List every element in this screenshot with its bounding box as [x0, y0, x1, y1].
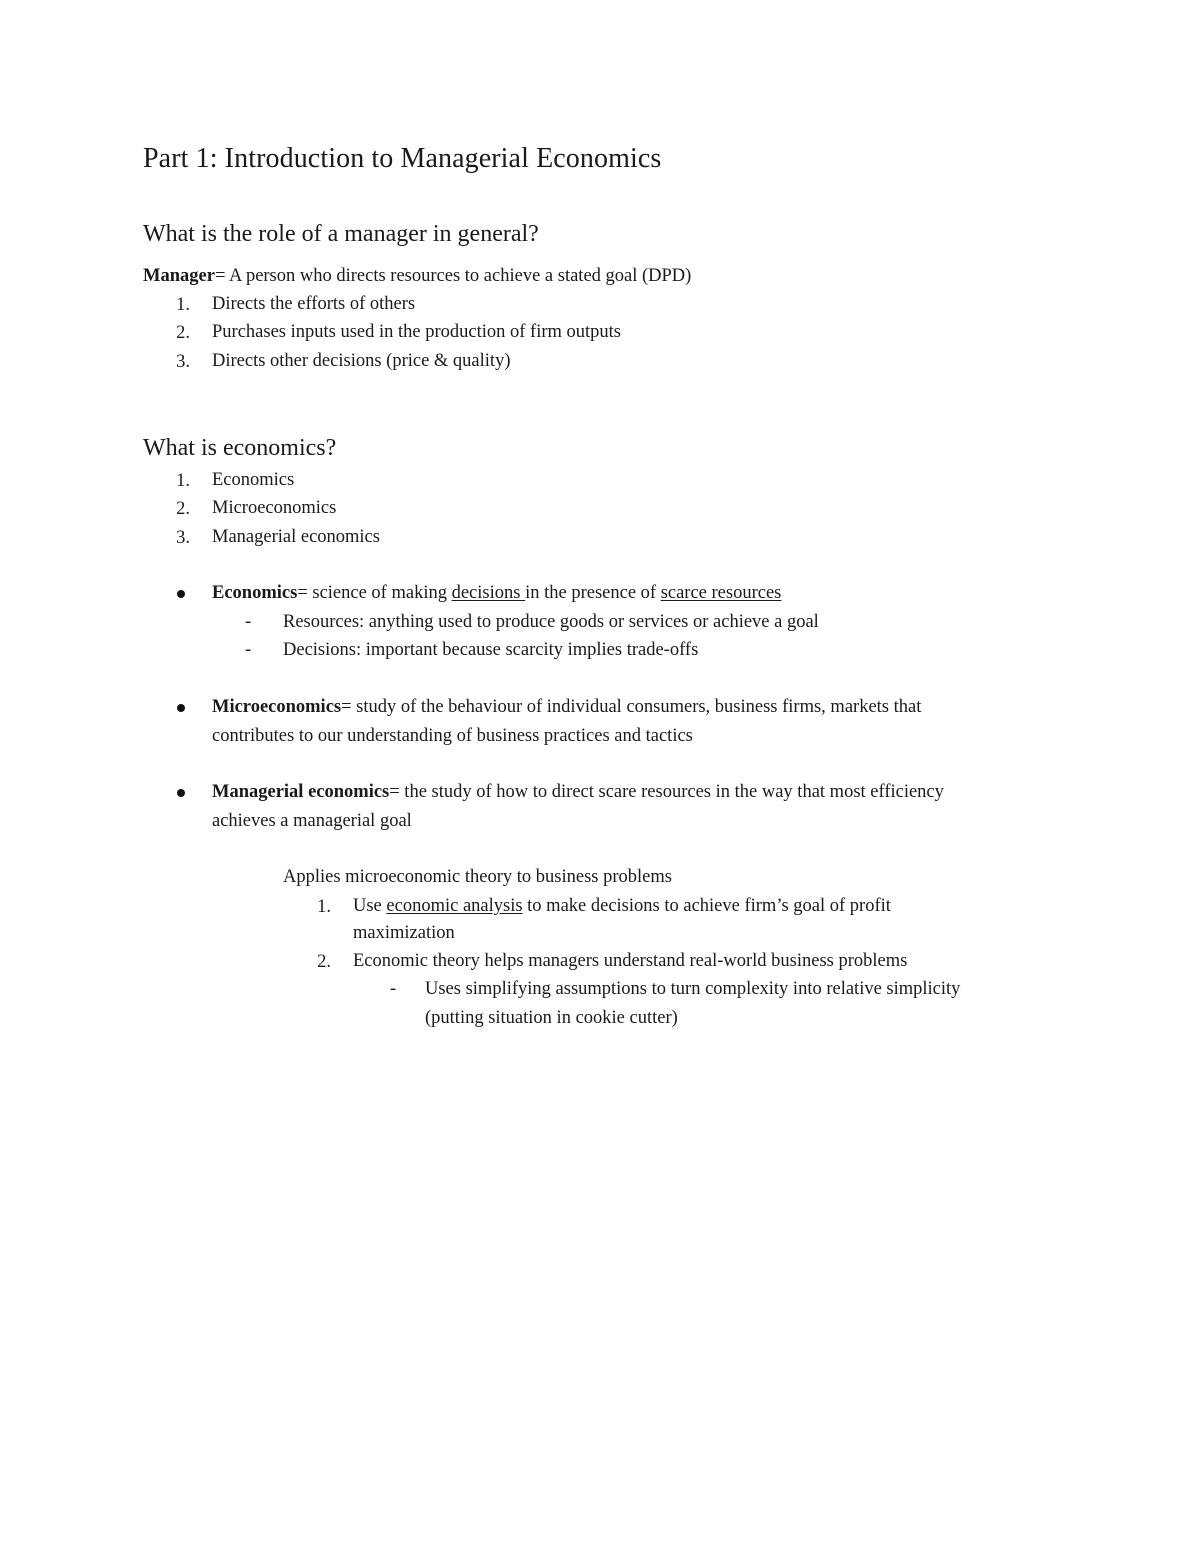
managerial-economics-definition	[212, 783, 944, 802]
sub-item: Resources: anything used to produce goods or services or achieve a goal	[283, 612, 819, 632]
bullet-icon	[177, 590, 185, 598]
dash-marker: -	[245, 612, 252, 632]
applies-item	[353, 897, 891, 916]
dash-marker: -	[245, 640, 252, 660]
section-heading-economics: What is economics?	[143, 435, 337, 461]
micro-def-text: = study of the behaviour of individual consumers, business firms, markets that	[341, 697, 922, 717]
sub-item: Decisions: important because scarcity implies trade-offs	[283, 640, 699, 660]
applies-item-continuation: maximization	[353, 923, 455, 943]
list-number: 2.	[176, 499, 190, 519]
list-number: 2.	[176, 323, 190, 343]
economic-analysis-underlined: economic analysis	[386, 896, 523, 916]
applies-statement: Applies microeconomic theory to business problems	[283, 867, 672, 887]
bullet-icon	[177, 789, 185, 797]
list-item: Managerial economics	[212, 527, 380, 547]
managerial-def-continuation: achieves a managerial goal	[212, 811, 412, 831]
scarce-resources-underlined: scarce resources	[660, 583, 782, 603]
manager-definition	[143, 267, 691, 286]
list-number: 2.	[317, 952, 331, 972]
applies-item: Economic theory helps managers understand real-world business problems	[353, 951, 908, 971]
list-item: Microeconomics	[212, 498, 337, 518]
decisions-underlined: decisions	[451, 583, 526, 603]
bullet-icon	[177, 704, 185, 712]
section-heading-manager: What is the role of a manager in general?	[143, 221, 539, 247]
managerial-def-text: = the study of how to direct scare resources in the way that most efficiency	[389, 782, 944, 802]
list-item: Economics	[212, 470, 295, 490]
list-number: 1.	[317, 897, 331, 917]
page-title: Part 1: Introduction to Managerial Economics	[143, 143, 662, 174]
microeconomics-definition	[212, 698, 921, 717]
economics-definition	[212, 584, 781, 603]
manager-term: Manager	[143, 266, 215, 286]
list-item: Directs other decisions (price & quality)	[212, 351, 511, 371]
managerial-economics-term: Managerial economics	[212, 782, 390, 802]
microeconomics-term: Microeconomics	[212, 697, 342, 717]
applies-item-text: Use	[353, 896, 387, 916]
econ-def-text: = science of making	[297, 583, 452, 603]
list-number: 1.	[176, 295, 190, 315]
manager-def-text: = A person who directs resources to achieve a stated goal (DPD)	[214, 266, 692, 286]
list-number: 3.	[176, 352, 190, 372]
applies-item-text: to make decisions to achieve firm’s goal of profit	[522, 896, 891, 916]
micro-def-continuation: contributes to our understanding of business practices and tactics	[212, 726, 693, 746]
list-item: Purchases inputs used in the production of firm outputs	[212, 322, 622, 342]
list-item: Directs the efforts of others	[212, 294, 416, 314]
list-number: 1.	[176, 471, 190, 491]
economics-term: Economics	[212, 583, 298, 603]
dash-marker: -	[390, 979, 397, 999]
econ-def-text: in the presence of	[525, 583, 661, 603]
sub-item: Uses simplifying assumptions to turn complexity into relative simplicity	[425, 979, 961, 999]
list-number: 3.	[176, 528, 190, 548]
sub-item-continuation: (putting situation in cookie cutter)	[425, 1008, 678, 1028]
